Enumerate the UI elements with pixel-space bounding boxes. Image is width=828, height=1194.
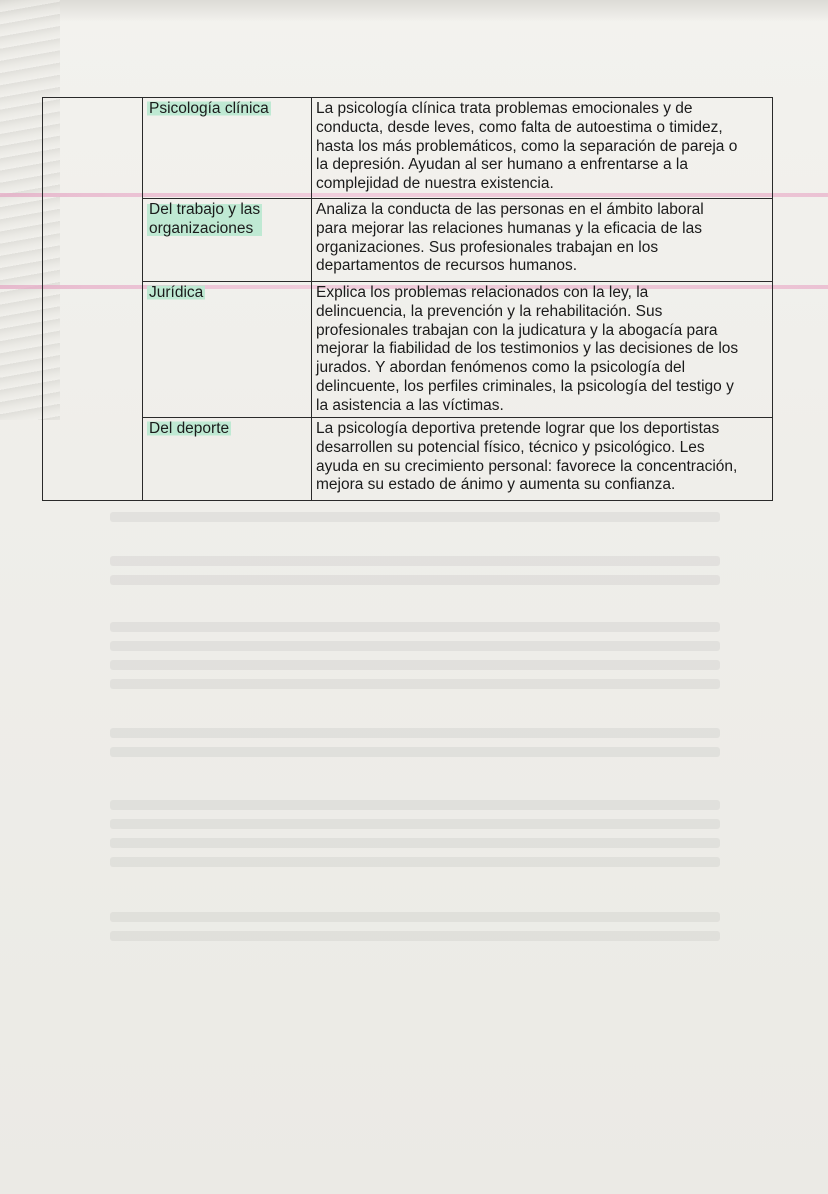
show-through-line — [110, 641, 720, 651]
branch-label: Jurídica — [149, 284, 204, 301]
table-row — [43, 199, 773, 282]
show-through-line — [110, 747, 720, 757]
branch-description: La psicología deportiva pretende lograr que los deportistas desarrollen su potencial físico, técnico y psicológico. Les ayuda en su crecimiento personal: favorece la concentración, mejora su estado de ánimo y aumenta su confianza. — [316, 420, 738, 494]
show-through-line — [110, 931, 720, 941]
show-through-line — [110, 575, 720, 585]
branch-label: Psicología clínica — [149, 100, 269, 117]
left-margin-column — [43, 98, 143, 501]
show-through-line — [110, 838, 720, 848]
branch-label-cell — [143, 282, 312, 418]
branch-description-cell — [312, 199, 773, 282]
show-through-line — [110, 912, 720, 922]
table-row — [43, 418, 773, 501]
branch-description-cell — [312, 418, 773, 501]
branch-description: Explica los problemas relacionados con la ley, la delincuencia, la prevención y la rehabilitación. Sus profesionales trabajan con la judicatura y la abogacía para mejorar la fiabilidad de los testimonios y las decisiones de los jurados. Y abordan fenómenos como la psicología del delincuente, los perfiles criminales, la psicología del testigo y la asistencia a las víctimas. — [316, 284, 739, 414]
branch-description-cell — [312, 98, 773, 199]
show-through-line — [110, 622, 720, 632]
branch-description-cell — [312, 282, 773, 418]
show-through-line — [110, 800, 720, 810]
show-through-line — [110, 857, 720, 867]
table-row — [43, 282, 773, 418]
show-through-line — [110, 728, 720, 738]
branch-label-cell — [143, 418, 312, 501]
branch-label: Del deporte — [149, 420, 230, 437]
show-through-line — [110, 556, 720, 566]
show-through-line — [110, 819, 720, 829]
table-row — [43, 98, 773, 199]
show-through-line — [110, 512, 720, 522]
branch-description: Analiza la conducta de las personas en el ámbito laboral para mejorar las relaciones humanas y la eficacia de las organizaciones. Sus profesionales trabajan en los departamentos de recursos humanos. — [316, 201, 704, 275]
show-through-line — [110, 660, 720, 670]
paper-top-edge — [0, 0, 828, 22]
branch-label: Del trabajo y las organizaciones — [149, 201, 261, 237]
psychology-branches-table — [42, 97, 773, 501]
branch-description: La psicología clínica trata problemas emocionales y de conducta, desde leves, como falta de autoestima o timidez, hasta los más problemáticos, como la separación de pareja o la depresión. Ayudan al ser humano a enfrentarse a la complejidad de nuestra existencia. — [316, 100, 738, 193]
show-through-line — [110, 679, 720, 689]
branch-label-cell — [143, 199, 312, 282]
branch-label-cell — [143, 98, 312, 199]
